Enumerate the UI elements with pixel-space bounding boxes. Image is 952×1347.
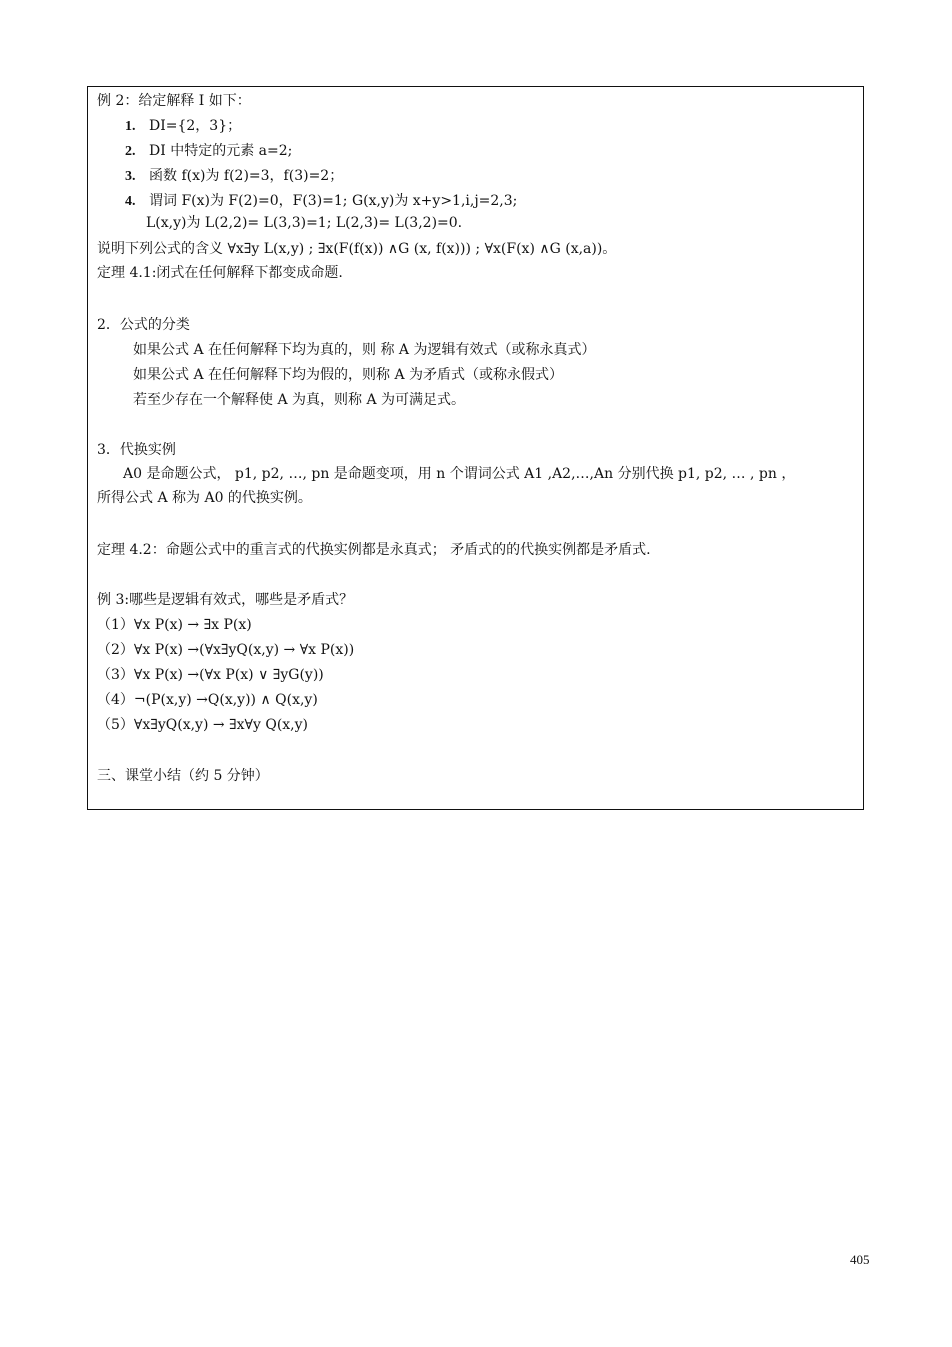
formula-5: （5）∀x∃yQ(x,y) → ∃x∀y Q(x,y) bbox=[97, 717, 308, 733]
example2-item-4-continued: L(x,y)为 L(2,2)= L(3,3)=1; L(2,3)= L(3,2)=0. bbox=[146, 215, 463, 231]
classification-line-valid: 如果公式 A 在任何解释下均为真的，则 称 A 为逻辑有效式（或称永真式） bbox=[133, 342, 596, 358]
example2-item-3 bbox=[125, 164, 343, 188]
explain-formulas: 说明下列公式的含义 ∀x∃y L(x,y) ; ∃x(F(f(x)) ∧G (x, f(x))) ; ∀x(F(x) ∧G (x,a))。 bbox=[97, 241, 617, 257]
item-text: DI={2，3}； bbox=[149, 118, 242, 134]
page-number: 405 bbox=[850, 1252, 870, 1267]
substitution-line-1: A0 是命题公式， p1, p2, …, pn 是命题变项，用 n 个谓词公式 A1 ,A2,…,An 分别代换 p1, p2, … , pn ， bbox=[123, 466, 796, 482]
item-number: 3. bbox=[125, 169, 136, 184]
example2-heading: 例 2：给定解释 I 如下： bbox=[97, 93, 251, 109]
substitution-line-2: 所得公式 A 称为 A0 的代换实例。 bbox=[97, 490, 312, 506]
formula-1: （1）∀x P(x) → ∃x P(x) bbox=[97, 617, 252, 633]
example3-question: 例 3:哪些是逻辑有效式，哪些是矛盾式？ bbox=[97, 592, 354, 608]
formula-4: （4）¬(P(x,y) →Q(x,y)) ∧ Q(x,y) bbox=[97, 692, 318, 708]
item-number: 2. bbox=[125, 144, 136, 159]
classification-line-contradiction: 如果公式 A 在任何解释下均为假的，则称 A 为矛盾式（或称永假式） bbox=[133, 367, 564, 383]
item-number: 4. bbox=[125, 194, 136, 209]
substitution-heading: 3．代换实例 bbox=[97, 442, 176, 458]
example2-item-4 bbox=[125, 189, 517, 213]
item-text: 谓词 F(x)为 F(2)=0，F(3)=1; G(x,y)为 x+y>1,i,j=2,3; bbox=[149, 193, 518, 209]
example2-item-2 bbox=[125, 139, 292, 163]
classification-line-satisfiable: 若至少存在一个解释使 A 为真，则称 A 为可满足式。 bbox=[133, 392, 466, 408]
item-text: DI 中特定的元素 a=2; bbox=[149, 143, 293, 159]
item-number: 1. bbox=[125, 119, 136, 134]
content-box bbox=[87, 86, 864, 810]
theorem-4-2: 定理 4.2：命题公式中的重言式的代换实例都是永真式； 矛盾式的的代换实例都是矛盾式. bbox=[97, 542, 651, 558]
formula-2: （2）∀x P(x) →(∀x∃yQ(x,y) → ∀x P(x)) bbox=[97, 642, 355, 658]
formula-3: （3）∀x P(x) →(∀x P(x) ∨ ∃yG(y)) bbox=[97, 667, 324, 683]
classification-heading: 2．公式的分类 bbox=[97, 317, 190, 333]
theorem-4-1: 定理 4.1:闭式在任何解释下都变成命题. bbox=[97, 265, 343, 281]
example2-item-1 bbox=[125, 114, 241, 138]
class-summary: 三、课堂小结（约 5 分钟） bbox=[97, 768, 269, 784]
item-text: 函数 f(x)为 f(2)=3，f(3)=2； bbox=[149, 168, 344, 184]
